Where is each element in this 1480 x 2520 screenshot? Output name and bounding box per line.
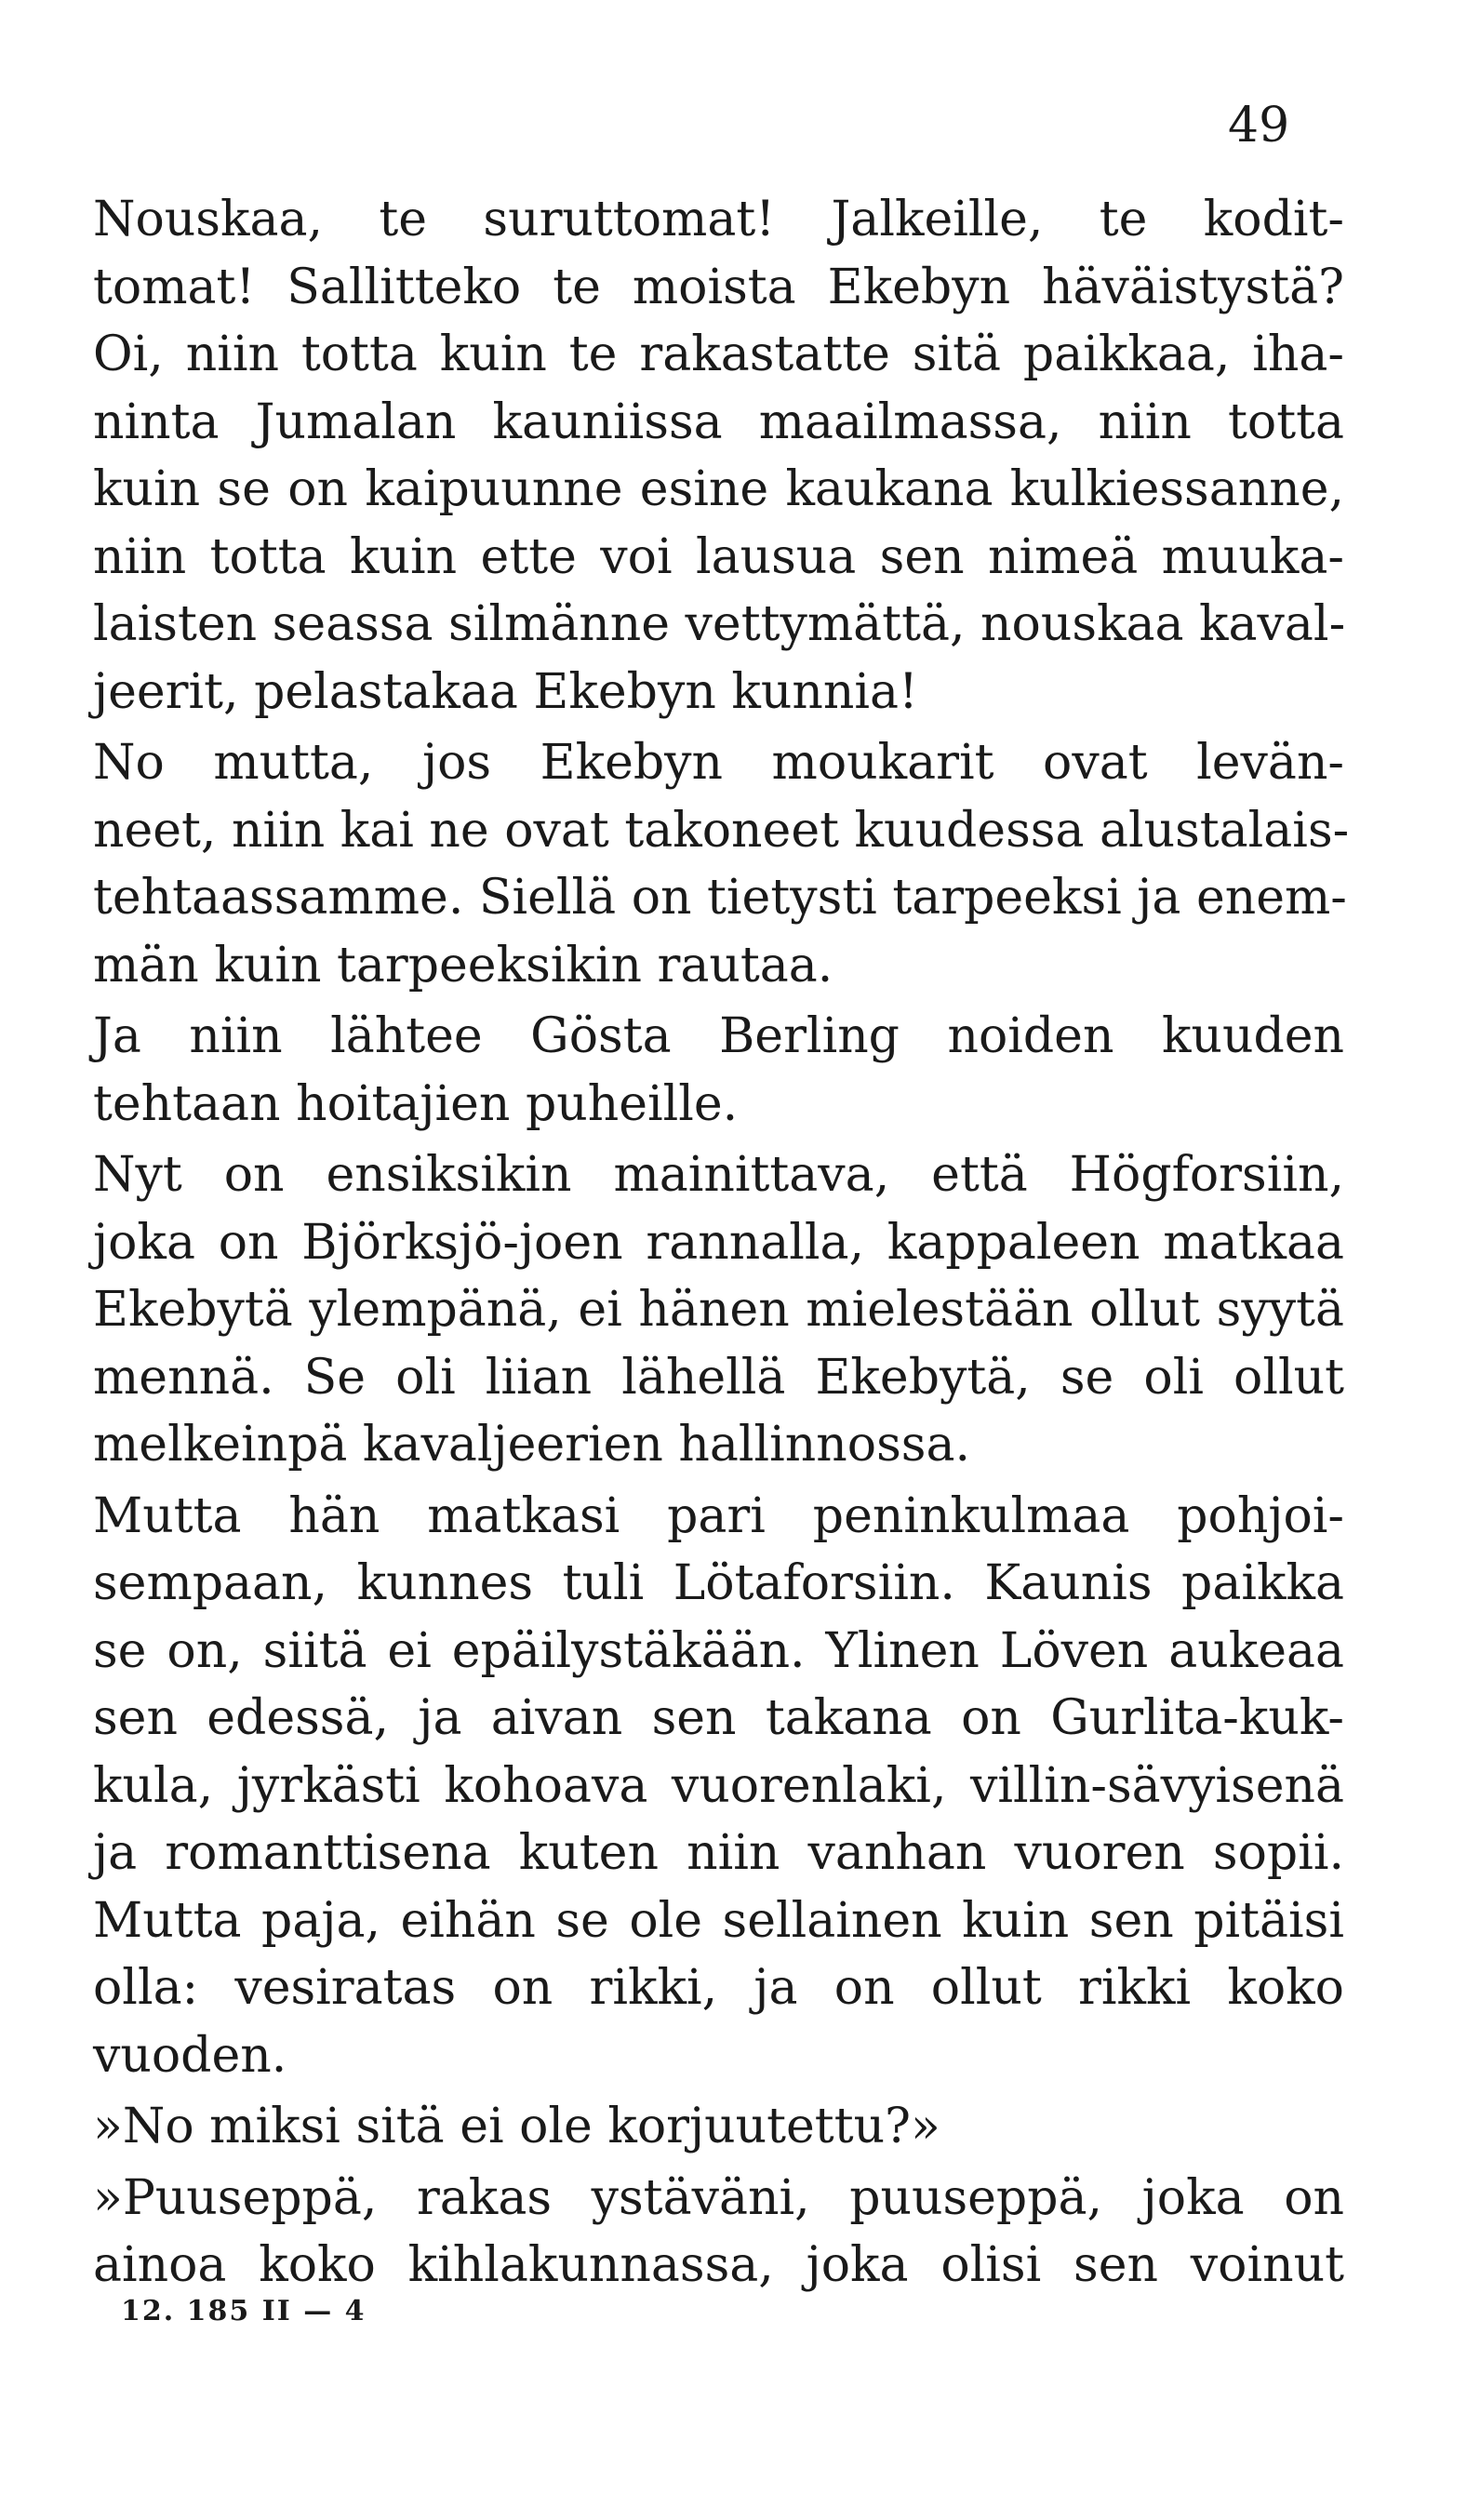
text-line: Mutta paja, eihän se ole sellainen kuin sen pitäisi [93, 1892, 1344, 1949]
paragraph [93, 186, 1344, 726]
text-line: »Puuseppä, rakas ystäväni, puuseppä, joka on [93, 2169, 1344, 2226]
text-line: ninta Jumalan kauniissa maailmassa, niin totta [93, 393, 1344, 450]
text-line: tomat! Sallitteko te moista Ekebyn häväistystä? [93, 259, 1344, 315]
text-line: »No miksi sitä ei ole korjuutettu?» [93, 2099, 940, 2154]
text-line: se on, siitä ei epäilystäkään. Ylinen Löven aukeaa [93, 1622, 1344, 1679]
text-line: Ekebytä ylempänä, ei hänen mielestään ollut syytä [93, 1282, 1344, 1338]
text-line: tehtaan hoitajien puheille. [93, 1075, 739, 1132]
text-line: kuin se on kaipuunne esine kaukana kulkiessanne, [93, 461, 1344, 517]
text-line: mennä. Se oli liian lähellä Ekebytä, se oli ollut [93, 1349, 1344, 1406]
paragraph [93, 2093, 1344, 2161]
text-line: ainoa koko kihlakunnassa, joka olisi sen voinut [93, 2237, 1344, 2293]
paragraph [93, 1141, 1344, 1479]
paragraph [93, 2165, 1344, 2300]
text-line: sen edessä, ja aivan sen takana on Gurlita-kuk- [93, 1690, 1344, 1746]
text-line: Ja niin lähtee Gösta Berling noiden kuuden [93, 1008, 1344, 1064]
text-line: joka on Björksjö-joen rannalla, kappaleen matkaa [93, 1214, 1344, 1271]
text-line: Mutta hän matkasi pari peninkulmaa pohjoi- [93, 1487, 1344, 1544]
paragraph [93, 1483, 1344, 2090]
paragraph [93, 729, 1350, 999]
text-line: olla: vesiratas on rikki, ja on ollut rikki koko [93, 1960, 1344, 2016]
text-line: neet, niin kai ne ovat takoneet kuudessa alustalais- [93, 802, 1350, 859]
text-line: jeerit, pelastakaa Ekebyn kunnia! [93, 663, 918, 720]
page-number: 49 [1228, 98, 1290, 153]
text-line: tehtaassamme. Siellä on tietysti tarpeeksi ja enem- [93, 870, 1347, 926]
paragraph [93, 1003, 1344, 1138]
text-line: No mutta, jos Ekebyn moukarit ovat levän- [93, 735, 1344, 791]
text-line: män kuin tarpeeksikin rautaa. [93, 937, 833, 993]
text-line: Oi, niin totta kuin te rakastatte sitä paikkaa, iha- [93, 327, 1344, 382]
text-line: niin totta kuin ette voi lausua sen nimeä muuka- [93, 528, 1344, 585]
text-line: laisten seassa silmänne vettymättä, nouskaa kaval- [93, 596, 1346, 652]
text-line: Nouskaa, te suruttomat! Jalkeille, te kodit- [93, 192, 1344, 247]
text-line: vuoden. [93, 2027, 287, 2084]
body-text [93, 186, 1350, 2300]
text-line: kula, jyrkästi kohoava vuorenlaki, villin-sävyisenä [93, 1757, 1344, 1814]
text-line: ja romanttisena kuten niin vanhan vuoren sopii. [93, 1825, 1344, 1881]
signature-mark: 12. 185 II — 4 [121, 2295, 367, 2327]
text-line: sempaan, kunnes tuli Lötaforsiin. Kaunis paikka [93, 1555, 1344, 1611]
text-line: melkeinpä kavaljeerien hallinnossa. [93, 1417, 970, 1473]
text-line: Nyt on ensiksikin mainittava, että Högforsiin, [93, 1147, 1344, 1203]
